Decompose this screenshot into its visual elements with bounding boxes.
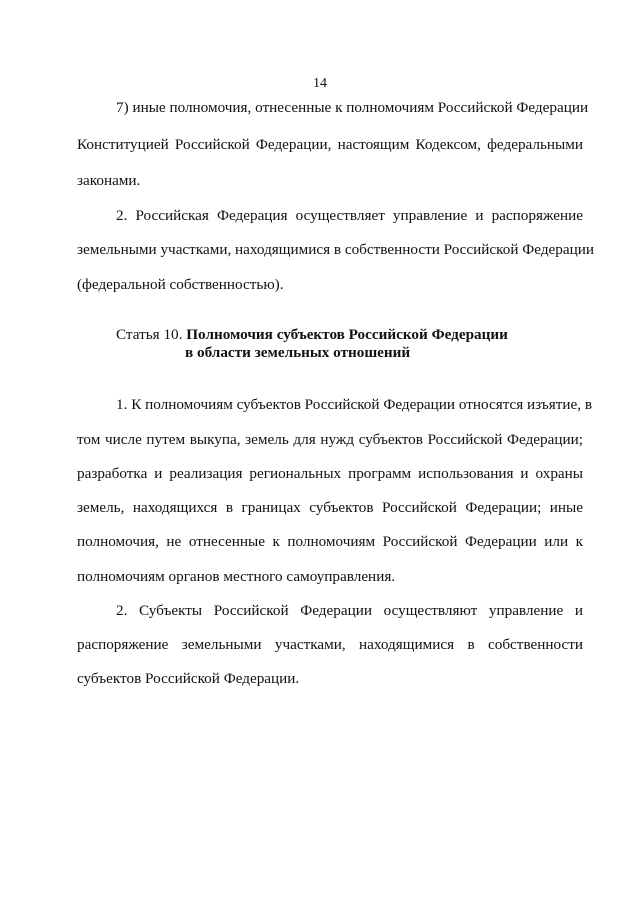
paragraph-line: 2. Российская Федерация осуществляет управление и распоряжение — [116, 207, 583, 224]
paragraph-line: полномочиям органов местного самоуправления. — [77, 568, 396, 585]
paragraph-line: законами. — [77, 172, 141, 189]
page-number: 14 — [313, 76, 327, 91]
paragraph-line: Конституцией Российской Федерации, настоящим Кодексом, федеральными — [77, 136, 583, 153]
article-heading-continued — [185, 343, 410, 363]
paragraph-line: распоряжение земельными участками, находящимися в собственности — [77, 636, 583, 653]
paragraph-line: 2. Субъекты Российской Федерации осуществляют управление и — [116, 602, 583, 619]
paragraph-line: полномочия, не отнесенные к полномочиям Российской Федерации или к — [77, 533, 583, 550]
article-title-line2: в области земельных отношений — [185, 344, 411, 361]
paragraph-line: земельными участками, находящимися в собственности Российской Федерации — [77, 241, 595, 258]
paragraph-line: разработка и реализация региональных программ использования и охраны — [77, 465, 583, 482]
paragraph-line: субъектов Российской Федерации. — [77, 670, 300, 687]
paragraph-line: (федеральной собственностью). — [77, 276, 284, 293]
article-heading — [116, 325, 508, 345]
article-title: Полномочия субъектов Российской Федерации — [186, 326, 508, 343]
paragraph-line: том числе путем выкупа, земель для нужд субъектов Российской Федерации; — [77, 431, 583, 448]
paragraph-line: земель, находящихся в границах субъектов Российской Федерации; иные — [77, 499, 583, 516]
article-number: Статья 10. — [116, 326, 183, 343]
paragraph-line: 7) иные полномочия, отнесенные к полномочиям Российской Федерации — [116, 99, 589, 116]
paragraph-line: 1. К полномочиям субъектов Российской Федерации относятся изъятие, в — [116, 396, 593, 413]
